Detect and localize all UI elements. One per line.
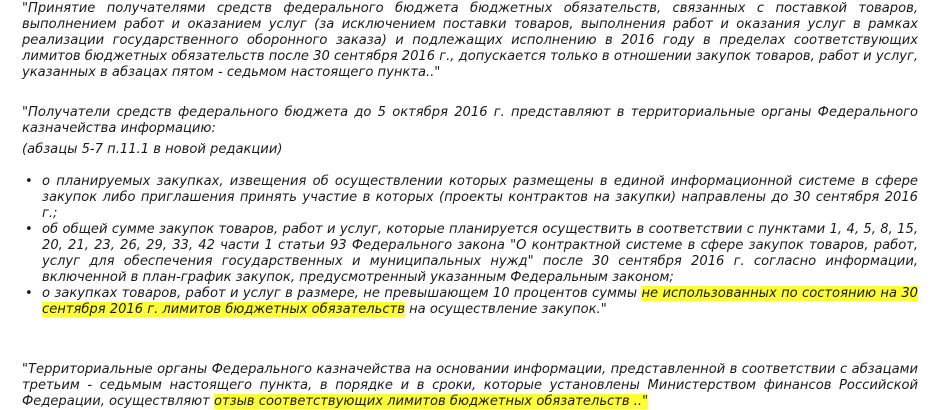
list-item [42,286,918,318]
paragraph-text: "Территориальные органы Федерального казначейства на основании информации, представленной в соответствии с абзацами третьим - седьмым настоящего пункта, в порядке и в сроки, которые установлены Министерством финансов Российской Федерации, осуществляют [22,362,918,409]
bullet-list [22,174,918,318]
highlighted-text: не использованных по состоянию на 30 сентября 2016 г. лимитов бюджетных обязательств [42,286,918,317]
edition-note: (абзацы 5-7 п.11.1 в новой редакции) [22,142,283,157]
list-item-text: на осуществление закупок." [404,302,607,317]
list-item: • о планируемых закупках, извещения об осуществлении которых размещены в единой информационной системе в сфере закупок либо приглашения принять участие в которых (проекты контрактов на закупки) направлены до 30 сентября 2016 г.; [42,174,918,222]
highlighted-text: отзыв соответствующих лимитов бюджетных обязательств .." [213,394,649,409]
paragraph-information-submission: "Получатели средств федерального бюджета до 5 октября 2016 г. представляют в территориальные органы Федерального казначейства информацию: [22,105,918,136]
list-item: • об общей сумме закупок товаров, работ и услуг, которые планируется осуществить в соответствии с пунктами 1, 4, 5, 8, 15, 20, 21, 23, 26, 29, 33, 42 части 1 статьи 93 Федерального закона "О контрактной системе в сфере закупок товаров, работ, услуг для обеспечения государственных и муниципальных нужд" после 30 сентября 2016 г. согласно информации, включенной в план-график закупок, предусмотренный указанным Федеральным законом; [42,222,918,286]
document-body [22,0,918,410]
paragraph-commitments-restriction: "Принятие получателями средств федерального бюджета бюджетных обязательств, связанных с поставкой товаров, выполнением работ и оказанием услуг (за исключением поставки товаров, выполнения работ и оказания услуг в рамках реализации государственного оборонного заказа) и подлежащих исполнению в 2016 году в пределах соответствующих лимитов бюджетных обязательств после 30 сентября 2016 г., допускается только в отношении закупок товаров, работ и услуг, указанных в абзацах пятом - седьмом настоящего пункта.." [22,1,918,80]
list-item-text: о закупках товаров, работ и услуг в размере, не превышающем 10 процентов суммы [42,286,642,301]
paragraph-treasury-recall [22,362,918,410]
